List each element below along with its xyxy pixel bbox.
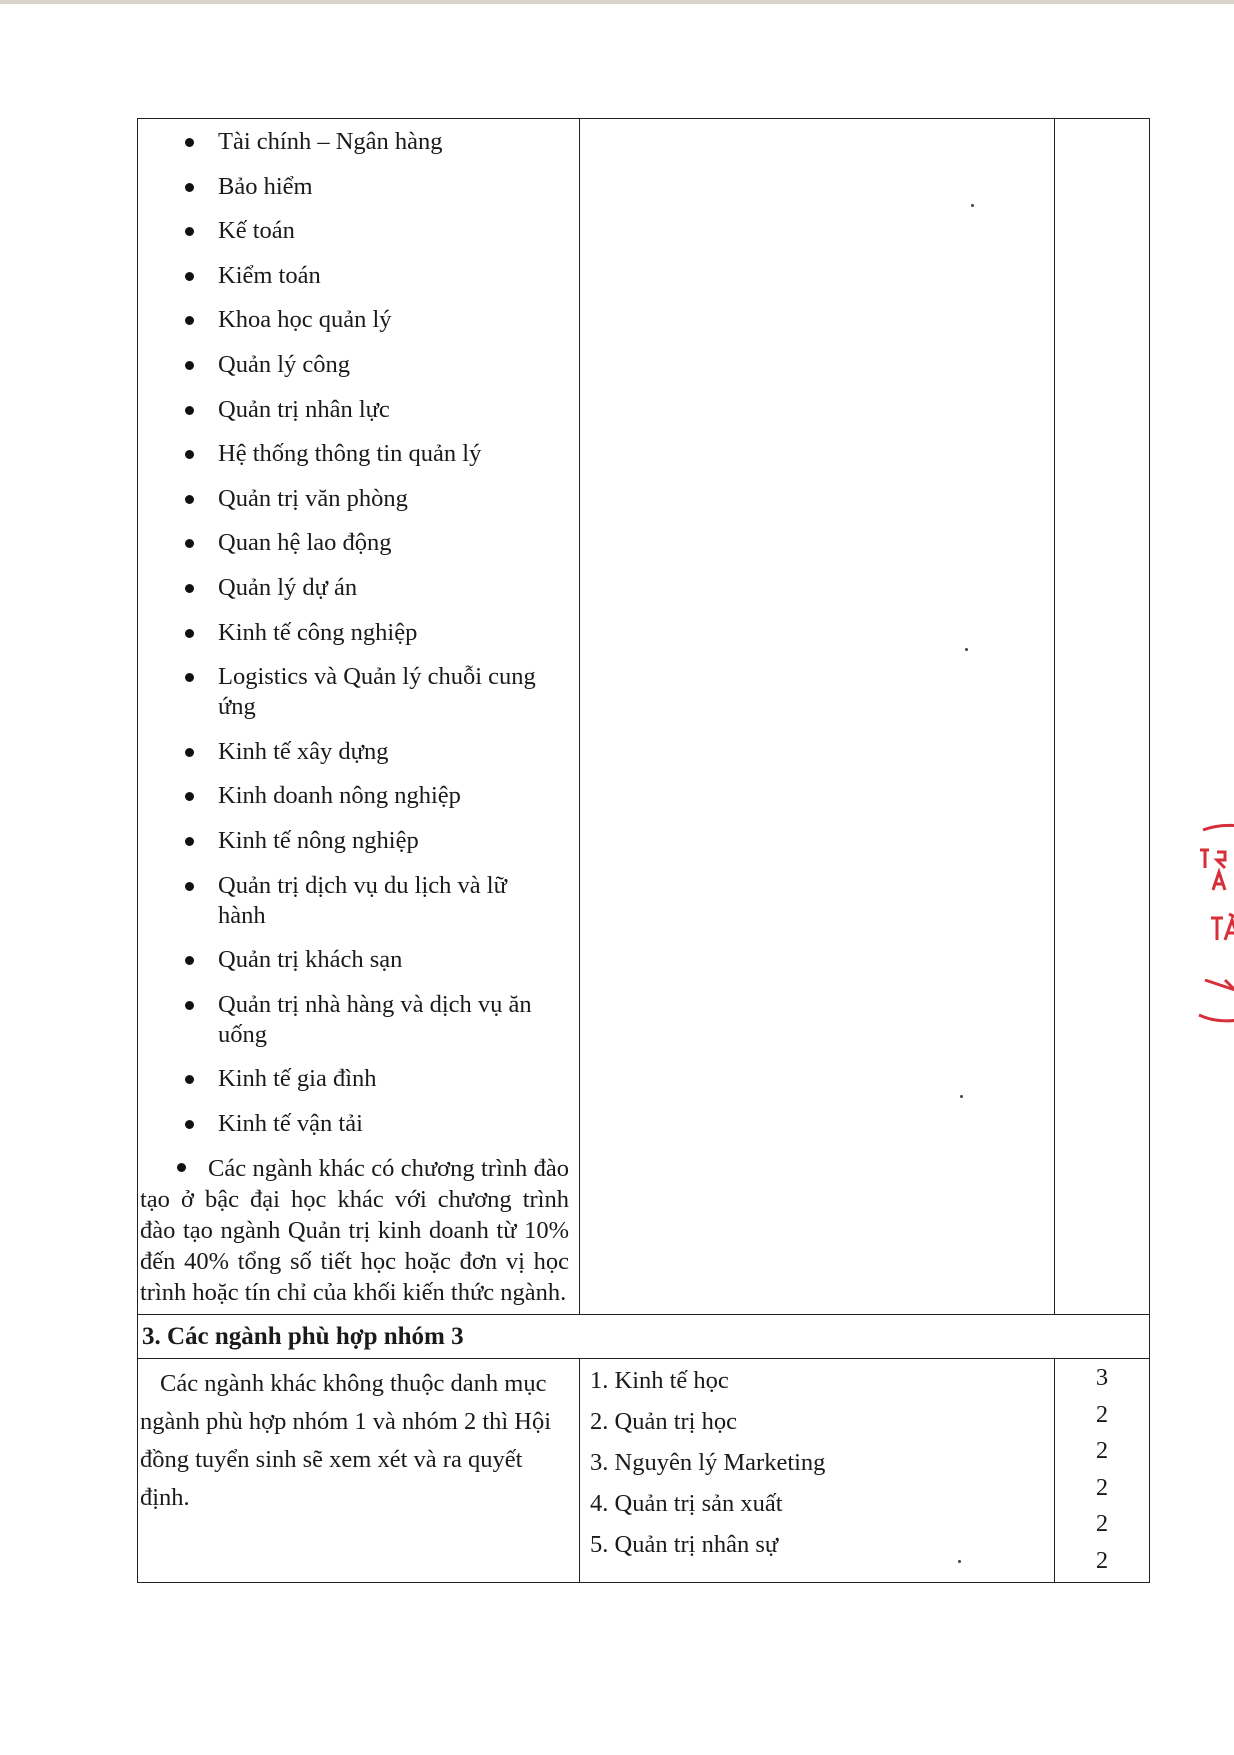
- major-item: Kinh tế vận tải: [138, 1109, 571, 1139]
- credit-value: 2: [1095, 1510, 1109, 1538]
- course-item: 3. Nguyên lý Marketing: [590, 1449, 826, 1477]
- group3-description: Các ngành khác không thuộc danh mục ngành phù hợp nhóm 1 và nhóm 2 thì Hội đồng tuyển sinh sẽ xem xét và ra quyết định.: [140, 1370, 552, 1512]
- major-item: Logistics và Quản lý chuỗi cung ứng: [138, 662, 571, 722]
- course-item: 5. Quản trị nhân sự: [590, 1531, 779, 1559]
- credit-value: 2: [1095, 1400, 1109, 1428]
- major-item: Kinh tế nông nghiệp: [138, 826, 571, 856]
- group2-courses-cell: [580, 119, 1055, 1315]
- major-item: Quản lý công: [138, 350, 571, 380]
- major-item: Bảo hiểm: [138, 172, 571, 202]
- scan-top-edge: [0, 0, 1234, 4]
- major-item: Khoa học quản lý: [138, 305, 571, 335]
- major-item: Quản trị nhà hàng và dịch vụ ăn uống: [138, 990, 571, 1050]
- group3-heading-row: [138, 1315, 1150, 1359]
- major-item: Tài chính – Ngân hàng: [138, 127, 571, 157]
- course-item: 1. Kinh tế học: [590, 1367, 729, 1395]
- scan-speck: [960, 1095, 963, 1098]
- group2-other-majors: [138, 1153, 579, 1314]
- credit-value: 2: [1095, 1473, 1109, 1501]
- scan-speck: [965, 648, 968, 651]
- group3-heading-cell: [138, 1315, 1150, 1359]
- group3-credit-list: [1055, 1359, 1149, 1576]
- group3-credits-cell: [1055, 1359, 1150, 1583]
- credit-value: 3: [1095, 1364, 1109, 1392]
- major-item: Quản trị khách sạn: [138, 945, 571, 975]
- major-item: Kế toán: [138, 216, 571, 246]
- course-item: 2. Quản trị học: [590, 1408, 737, 1436]
- group3-heading: 3. Các ngành phù hợp nhóm 3: [142, 1323, 464, 1351]
- group2-major-list: [138, 119, 579, 1157]
- credit-value: 2: [1095, 1546, 1109, 1574]
- red-seal-stamp-icon: [1195, 820, 1234, 1030]
- major-item: Kinh tế gia đình: [138, 1064, 571, 1094]
- major-item: Kinh tế công nghiệp: [138, 618, 571, 648]
- major-item: Quan hệ lao động: [138, 528, 571, 558]
- other-majors-text: Các ngành khác có chương trình đào tạo ở bậc đại học khác với chương trình đào tạo ngành Quản trị kinh doanh từ 10% đến 40% tổng số tiết học hoặc đơn vị học trình hoặc tín chỉ của khối kiến thức ngành.: [140, 1155, 569, 1307]
- major-item: Quản trị nhân lực: [138, 395, 571, 425]
- scan-speck: [958, 1560, 961, 1563]
- major-item: Quản trị dịch vụ du lịch và lữ hành: [138, 871, 571, 931]
- group3-row: [138, 1359, 1150, 1583]
- bullet-icon: [177, 1163, 186, 1172]
- group2-row: [138, 119, 1150, 1315]
- major-item: Kiểm toán: [138, 261, 571, 291]
- group3-courses-cell: [580, 1359, 1055, 1583]
- major-item: Quản lý dự án: [138, 573, 571, 603]
- major-item: Hệ thống thông tin quản lý: [138, 439, 571, 469]
- course-item: 4. Quản trị sản xuất: [590, 1490, 783, 1518]
- group3-description-cell: [138, 1359, 580, 1583]
- credit-value: 2: [1095, 1437, 1109, 1465]
- major-item: Kinh tế xây dựng: [138, 737, 571, 767]
- group2-majors-cell: [138, 119, 580, 1315]
- prerequisite-table: [137, 118, 1150, 1583]
- group2-credits-cell: [1055, 119, 1150, 1315]
- scan-speck: [971, 204, 974, 207]
- group3-course-list: [580, 1359, 1054, 1573]
- major-item: Quản trị văn phòng: [138, 484, 571, 514]
- major-item: Kinh doanh nông nghiệp: [138, 781, 571, 811]
